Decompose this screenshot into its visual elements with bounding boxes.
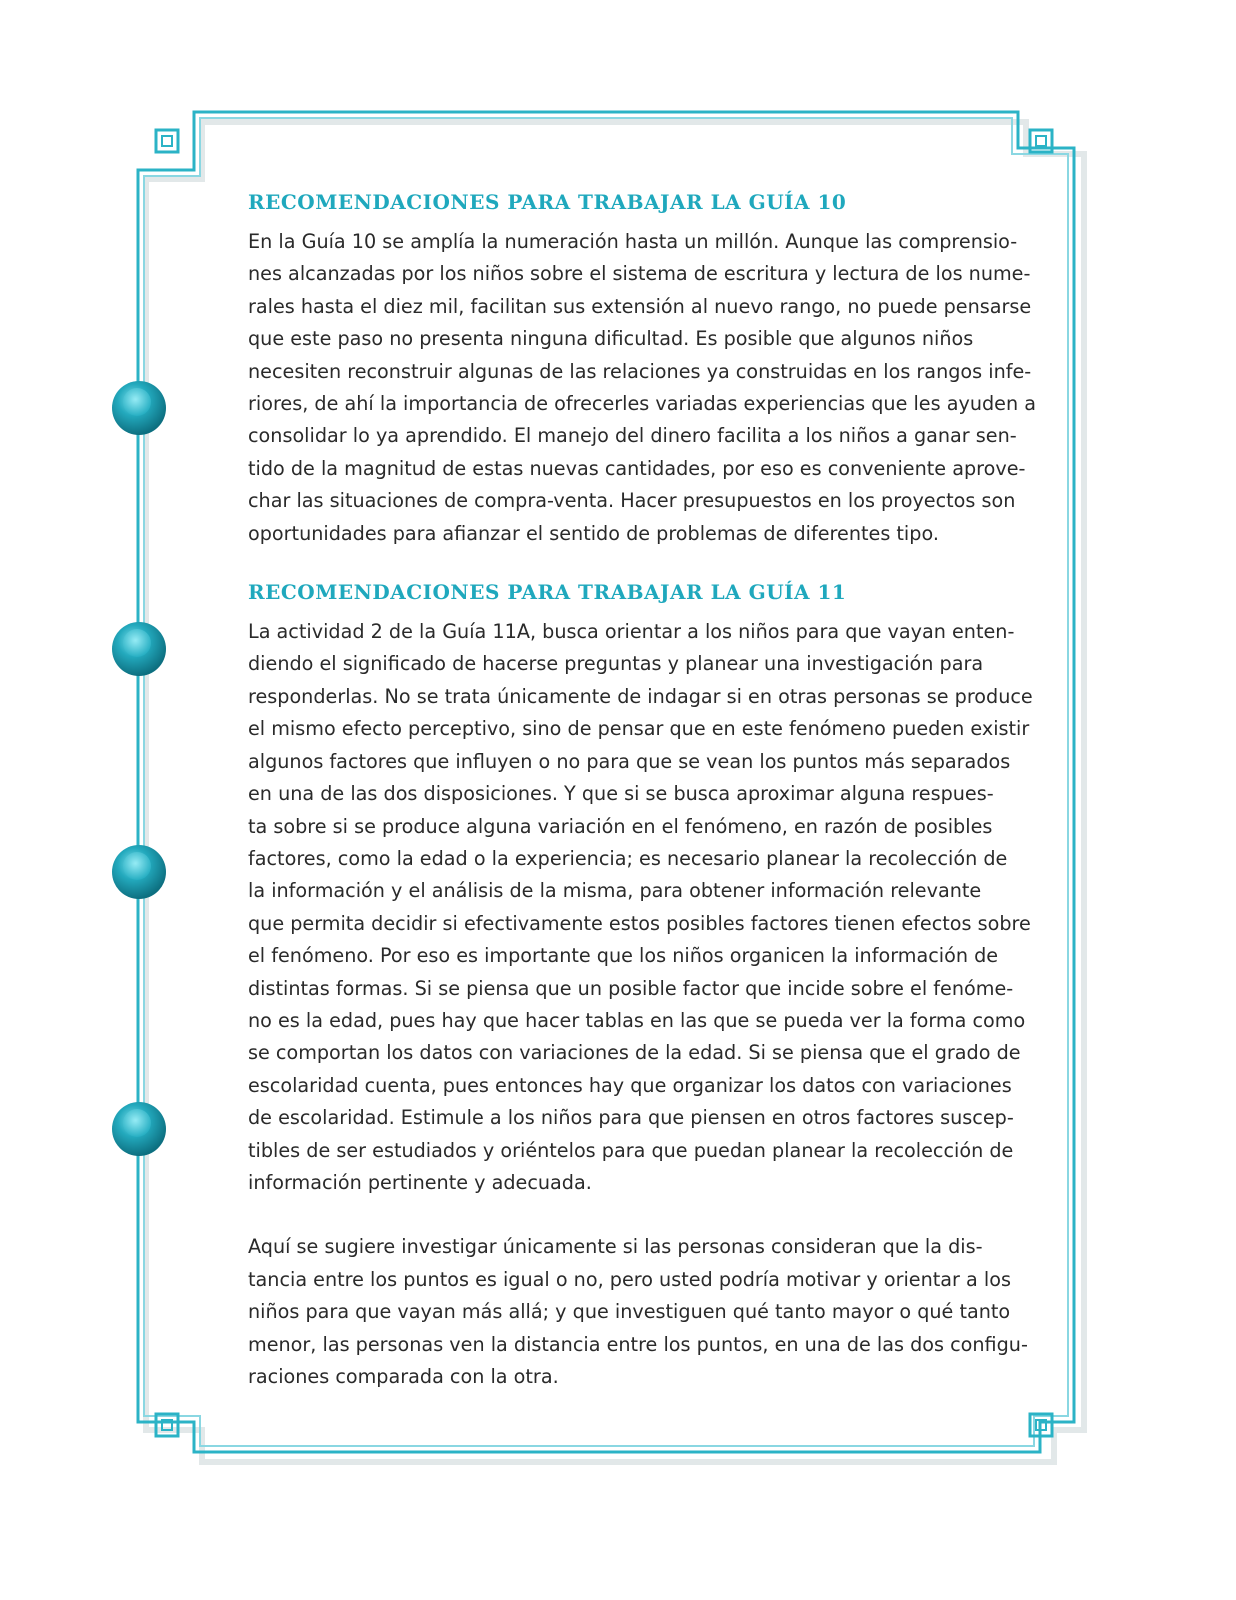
text-line: no es la edad, pues hay que hacer tablas en las que se pueda ver la forma como xyxy=(248,1008,1026,1032)
text-line: que este paso no presenta ninguna dificultad. Es posible que algunos niños xyxy=(248,327,974,351)
text-line: el fenómeno. Por eso es importante que los niños organicen la información de xyxy=(248,944,999,968)
text-line: de escolaridad. Estimule a los niños para que piensen en otros factores suscep- xyxy=(248,1106,1014,1130)
text-line: menor, las personas ven la distancia entre los puntos, en una de las dos configu- xyxy=(248,1332,1028,1356)
text-line: tancia entre los puntos es igual o no, pero usted podría motivar y orientar a los xyxy=(248,1267,1011,1291)
text-line: en una de las dos disposiciones. Y que si se busca aproximar alguna respues- xyxy=(248,782,994,806)
bead-ornament-3 xyxy=(112,845,166,899)
text-line: algunos factores que influyen o no para que se vean los puntos más separados xyxy=(248,749,1011,773)
text-line: responderlas. No se trata únicamente de indagar si en otras personas se produce xyxy=(248,684,1033,708)
section-title: RECOMENDACIONES PARA TRABAJAR LA GUÍA 10 xyxy=(248,190,847,214)
text-line: distintas formas. Si se piensa que un posible factor que incide sobre el fenóme- xyxy=(248,976,1014,1000)
corner-ornament-top-left xyxy=(156,130,178,152)
paragraph xyxy=(248,1231,1028,1393)
text-line: la información y el análisis de la misma, para obtener información relevante xyxy=(248,879,982,903)
text-line: rales hasta el diez mil, facilitan sus extensión al nuevo rango, no puede pensarse xyxy=(248,294,1032,318)
bead-ornament-2 xyxy=(112,622,166,676)
text-line: tido de la magnitud de estas nuevas cantidades, por eso es conveniente aprove- xyxy=(248,456,1026,480)
text-line: niños para que vayan más allá; y que investiguen qué tanto mayor o qué tanto xyxy=(248,1300,1011,1324)
text-line: raciones comparada con la otra. xyxy=(248,1365,559,1388)
section-guia-10 xyxy=(248,188,1036,550)
text-line: que permita decidir si efectivamente estos posibles factores tienen efectos sobre xyxy=(248,911,1031,935)
text-line: diendo el significado de hacerse preguntas y planear una investigación para xyxy=(248,652,984,676)
text-line: char las situaciones de compra-venta. Hacer presupuestos en los proyectos son xyxy=(248,489,1016,513)
text-line: En la Guía 10 se amplía la numeración hasta un millón. Aunque las comprensio- xyxy=(248,230,1018,253)
section-spacer xyxy=(248,550,1016,578)
section-title: RECOMENDACIONES PARA TRABAJAR LA GUÍA 11 xyxy=(248,580,847,605)
paragraph xyxy=(248,616,1033,1199)
text-line: La actividad 2 de la Guía 11A, busca orientar a los niños para que vayan enten- xyxy=(248,620,1015,644)
text-line: información pertinente y adecuada. xyxy=(248,1170,592,1194)
text-line: el mismo efecto perceptivo, sino de pensar que en este fenómeno pueden existir xyxy=(248,717,1030,741)
paragraph xyxy=(248,226,1036,550)
text-line: oportunidades para afianzar el sentido de problemas de diferentes tipo. xyxy=(248,521,939,545)
text-line: se comportan los datos con variaciones de la edad. Si se piensa que el grado de xyxy=(248,1041,1021,1065)
text-line: ta sobre si se produce alguna variación en el fenómeno, en razón de posibles xyxy=(248,814,993,838)
bead-ornament-1 xyxy=(112,381,166,435)
bead-ornament-4 xyxy=(112,1102,166,1156)
text-line: tibles de ser estudiados y oriéntelos para que puedan planear la recolección de xyxy=(248,1138,1014,1162)
text-line: riores, de ahí la importancia de ofrecerles variadas experiencias que les ayuden a xyxy=(248,392,1036,416)
section-guia-11 xyxy=(248,578,1033,1393)
text-line: escolaridad cuenta, pues entonces hay que organizar los datos con variaciones xyxy=(248,1073,1012,1097)
paragraph-spacer xyxy=(248,1199,1016,1231)
text-line: nes alcanzadas por los niños sobre el sistema de escritura y lectura de los nume- xyxy=(248,262,1031,286)
text-line: necesiten reconstruir algunas de las relaciones ya construidas en los rangos infe- xyxy=(248,359,1032,383)
text-line: factores, como la edad o la experiencia; es necesario planear la recolección de xyxy=(248,846,1008,870)
text-line: Aquí se sugiere investigar únicamente si las personas consideran que la dis- xyxy=(248,1235,983,1259)
text-line: consolidar lo ya aprendido. El manejo del dinero facilita a los niños a ganar sen- xyxy=(248,424,1017,448)
document-content xyxy=(248,188,1036,1393)
